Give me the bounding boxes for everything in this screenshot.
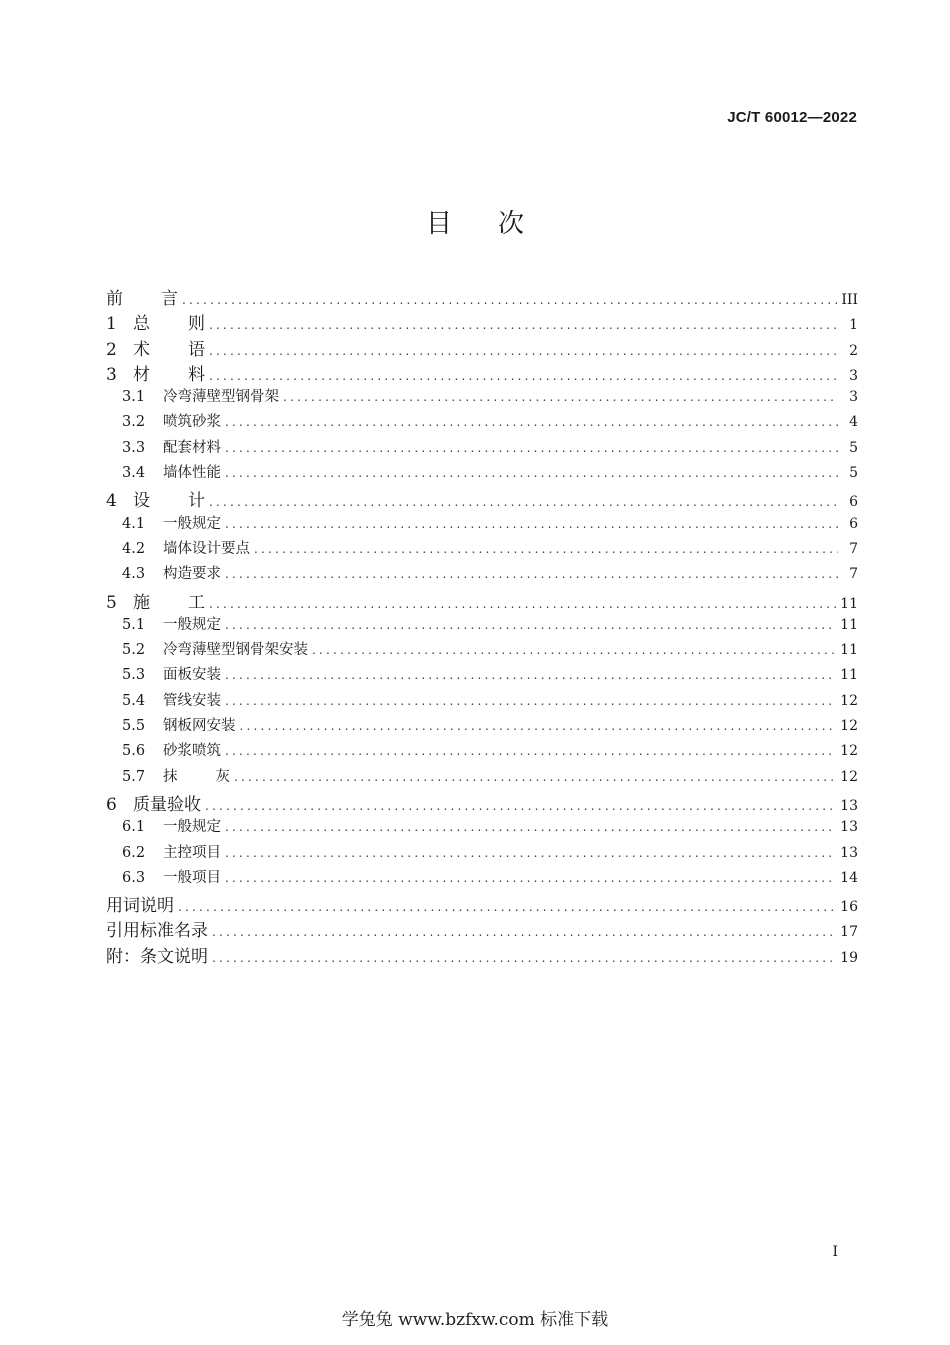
toc-entry-label: [106, 512, 221, 533]
toc-entry-title: 用词说明: [106, 896, 174, 917]
toc-entry-label: [106, 436, 221, 457]
toc-entry-label: [106, 916, 208, 941]
page-title: 目次: [425, 209, 571, 239]
toc-entry-title: 冷弯薄壁型钢骨架安装: [163, 642, 308, 659]
toc-leader-dots: [212, 951, 836, 965]
toc-leader-dots: [225, 415, 838, 429]
toc-leader-dots: [178, 900, 836, 914]
toc-entry-title: 钢板网安装: [163, 718, 236, 735]
toc-entry-title: 喷筑砂浆: [163, 414, 221, 431]
toc-subentry[interactable]: [106, 739, 858, 764]
toc-subentry[interactable]: [106, 714, 858, 739]
toc-leader-dots: [254, 542, 838, 556]
toc-page-number: 12: [840, 718, 858, 735]
toc-entry-number: 5.6: [122, 743, 146, 760]
toc-entry-label: [106, 714, 236, 735]
page-folio: I: [832, 1244, 838, 1260]
toc-entry-label: [106, 739, 221, 760]
toc-page-number: III: [841, 292, 858, 308]
toc-entry-label: [106, 765, 230, 786]
standard-code: JC/T 60012—2022: [727, 109, 857, 126]
toc-page-number: 3: [849, 367, 858, 384]
toc-page-number: 7: [849, 540, 858, 557]
toc-subentry[interactable]: [106, 410, 858, 435]
toc-entry[interactable]: [106, 790, 858, 815]
toc-entry-title: 主控项目: [163, 844, 221, 861]
toc-entry-number: 1: [106, 314, 117, 335]
toc-leader-dots: [209, 369, 838, 383]
toc-subentry[interactable]: [106, 461, 858, 486]
toc-entry-title: 一般规定: [163, 616, 221, 633]
toc-entry-number: 6.3: [122, 869, 146, 886]
toc-page-number: 5: [849, 439, 858, 456]
toc-entry-title: 一般项目: [163, 869, 221, 886]
toc-entry-title-char: 抹: [163, 768, 216, 785]
toc-page-number: 7: [849, 566, 858, 583]
toc-entry-number: 6.2: [122, 844, 146, 861]
toc-page-number: 16: [840, 899, 858, 916]
toc-page-number: 11: [840, 595, 858, 612]
toc-page-number: 13: [840, 797, 858, 814]
toc-entry-title: 配套材料: [163, 439, 221, 456]
toc-entry-title-char: 术: [133, 339, 188, 360]
table-of-contents: [106, 284, 858, 967]
toc-entry-number: 3: [106, 364, 117, 385]
toc-entry-title-char: 材: [133, 364, 188, 385]
toc-entry[interactable]: [106, 335, 858, 360]
toc-subentry[interactable]: [106, 841, 858, 866]
toc-subentry[interactable]: [106, 689, 858, 714]
toc-entry-number: 5: [106, 592, 117, 613]
toc-entry-title: 墙体性能: [163, 465, 221, 482]
toc-subentry[interactable]: [106, 663, 858, 688]
toc-subentry[interactable]: [106, 385, 858, 410]
toc-leader-dots: [312, 643, 836, 657]
toc-entry-title: 质量验收: [133, 794, 201, 815]
toc-leader-dots: [225, 846, 836, 860]
toc-entry-number: 5.4: [122, 692, 146, 709]
toc-entry-title: 墙体设计要点: [163, 540, 250, 557]
toc-leader-dots: [225, 618, 836, 632]
toc-subentry[interactable]: [106, 613, 858, 638]
toc-leader-dots: [225, 820, 836, 834]
toc-page-number: 4: [849, 414, 858, 431]
toc-entry-number: 5.7: [122, 768, 146, 785]
toc-leader-dots: [209, 495, 838, 509]
toc-entry-label: [106, 613, 221, 634]
toc-subentry[interactable]: [106, 562, 858, 587]
toc-entry-title: 构造要求: [163, 566, 221, 583]
toc-leader-dots: [225, 567, 838, 581]
toc-entry-label: [106, 815, 221, 836]
toc-subentry[interactable]: [106, 866, 858, 891]
toc-entry-title: 管线安装: [163, 692, 221, 709]
toc-page-number: 12: [840, 768, 858, 785]
toc-leader-dots: [225, 668, 836, 682]
toc-entry-number: 4: [106, 491, 117, 512]
watermark-text: 学兔兔 www.bzfxw.com 标准下载: [341, 1310, 609, 1330]
toc-entry-title-char: 施: [133, 592, 188, 613]
toc-leader-dots: [205, 799, 836, 813]
toc-entry-title-char: 工: [188, 592, 205, 613]
toc-leader-dots: [225, 744, 836, 758]
toc-entry[interactable]: [106, 588, 858, 613]
toc-entry-number: 5.1: [122, 616, 146, 633]
toc-entry-label: [106, 663, 221, 684]
toc-entry-title: 附：条文说明: [106, 946, 208, 967]
toc-entry-label: [106, 309, 205, 334]
toc-entry-label: [106, 638, 308, 659]
toc-page-number: 19: [840, 949, 858, 966]
toc-entry-label: [106, 537, 250, 558]
toc-entry-label: [106, 891, 174, 916]
toc-leader-dots: [225, 517, 838, 531]
toc-entry-label: [106, 942, 208, 967]
toc-entry-label: [106, 486, 205, 511]
toc-leader-dots: [209, 318, 838, 332]
toc-entry-title-char: 计: [188, 491, 205, 512]
toc-subentry[interactable]: [106, 436, 858, 461]
toc-subentry[interactable]: [106, 512, 858, 537]
toc-entry-number: 5.3: [122, 667, 146, 684]
toc-page-number: 13: [840, 819, 858, 836]
toc-page-number: 3: [849, 389, 858, 406]
toc-entry-title-char: 设: [133, 491, 188, 512]
toc-entry[interactable]: [106, 284, 858, 309]
toc-entry-title-char: 灰: [215, 768, 230, 785]
toc-entry-title-char: 前: [106, 289, 161, 309]
toc-entry-label: [106, 410, 221, 431]
toc-entry-number: 6.1: [122, 819, 146, 836]
toc-page-number: 12: [840, 692, 858, 709]
toc-leader-dots: [225, 694, 836, 708]
toc-entry-number: 3.3: [122, 439, 146, 456]
toc-entry-label: [106, 790, 201, 815]
toc-entry-label: [106, 284, 178, 309]
toc-page-number: 13: [840, 844, 858, 861]
toc-entry-title-char: 总: [133, 314, 188, 335]
toc-leader-dots: [209, 597, 836, 611]
toc-entry[interactable]: [106, 916, 858, 941]
toc-entry-label: [106, 588, 205, 613]
toc-page-number: 6: [849, 515, 858, 532]
toc-entry-title: 面板安装: [163, 667, 221, 684]
toc-subentry[interactable]: [106, 765, 858, 790]
toc-entry-number: 3.4: [122, 465, 146, 482]
toc-leader-dots: [240, 719, 837, 733]
toc-entry[interactable]: [106, 891, 858, 916]
toc-entry-number: 4.2: [122, 540, 146, 557]
toc-page-number: 6: [849, 494, 858, 511]
toc-entry-title: 引用标准名录: [106, 921, 208, 942]
toc-page-number: 17: [840, 924, 858, 941]
toc-leader-dots: [225, 466, 838, 480]
toc-leader-dots: [234, 770, 836, 784]
toc-leader-dots: [182, 293, 837, 307]
toc-entry-label: [106, 461, 221, 482]
toc-entry-number: 3.1: [122, 389, 146, 406]
toc-page-number: 12: [840, 743, 858, 760]
toc-entry-number: 5.5: [122, 718, 146, 735]
toc-entry[interactable]: [106, 309, 858, 334]
toc-entry-title: 冷弯薄壁型钢骨架: [163, 389, 279, 406]
toc-entry-title: 砂浆喷筑: [163, 743, 221, 760]
toc-page-number: 1: [849, 317, 858, 334]
toc-entry-title-char: 则: [188, 314, 205, 335]
toc-leader-dots: [283, 390, 838, 404]
toc-entry-label: [106, 385, 279, 406]
toc-entry-number: 5.2: [122, 642, 146, 659]
toc-page-number: 11: [840, 642, 858, 659]
toc-entry-label: [106, 689, 221, 710]
toc-entry-number: 4.3: [122, 566, 146, 583]
toc-entry-title: 一般规定: [163, 819, 221, 836]
toc-entry-title-char: 料: [188, 364, 205, 385]
toc-entry-title-char: 言: [161, 289, 178, 309]
toc-page-number: 5: [849, 465, 858, 482]
toc-entry-label: [106, 841, 221, 862]
toc-entry-number: 6: [106, 794, 117, 815]
toc-entry-number: 2: [106, 339, 117, 360]
toc-entry-label: [106, 360, 205, 385]
toc-entry-number: 3.2: [122, 414, 146, 431]
toc-entry-label: [106, 562, 221, 583]
toc-entry[interactable]: [106, 360, 858, 385]
toc-leader-dots: [225, 871, 836, 885]
toc-entry-number: 4.1: [122, 515, 146, 532]
toc-entry[interactable]: [106, 486, 858, 511]
toc-page-number: 11: [840, 616, 858, 633]
toc-page-number: 14: [840, 869, 858, 886]
toc-subentry[interactable]: [106, 638, 858, 663]
toc-subentry[interactable]: [106, 815, 858, 840]
toc-entry-label: [106, 866, 221, 887]
toc-subentry[interactable]: [106, 537, 858, 562]
toc-entry-title: 一般规定: [163, 515, 221, 532]
toc-entry[interactable]: [106, 942, 858, 967]
toc-leader-dots: [209, 344, 838, 358]
toc-page-number: 2: [849, 342, 858, 359]
toc-leader-dots: [212, 925, 836, 939]
toc-leader-dots: [225, 441, 838, 455]
toc-entry-title-char: 语: [188, 339, 205, 360]
toc-entry-label: [106, 335, 205, 360]
toc-page-number: 11: [840, 667, 858, 684]
